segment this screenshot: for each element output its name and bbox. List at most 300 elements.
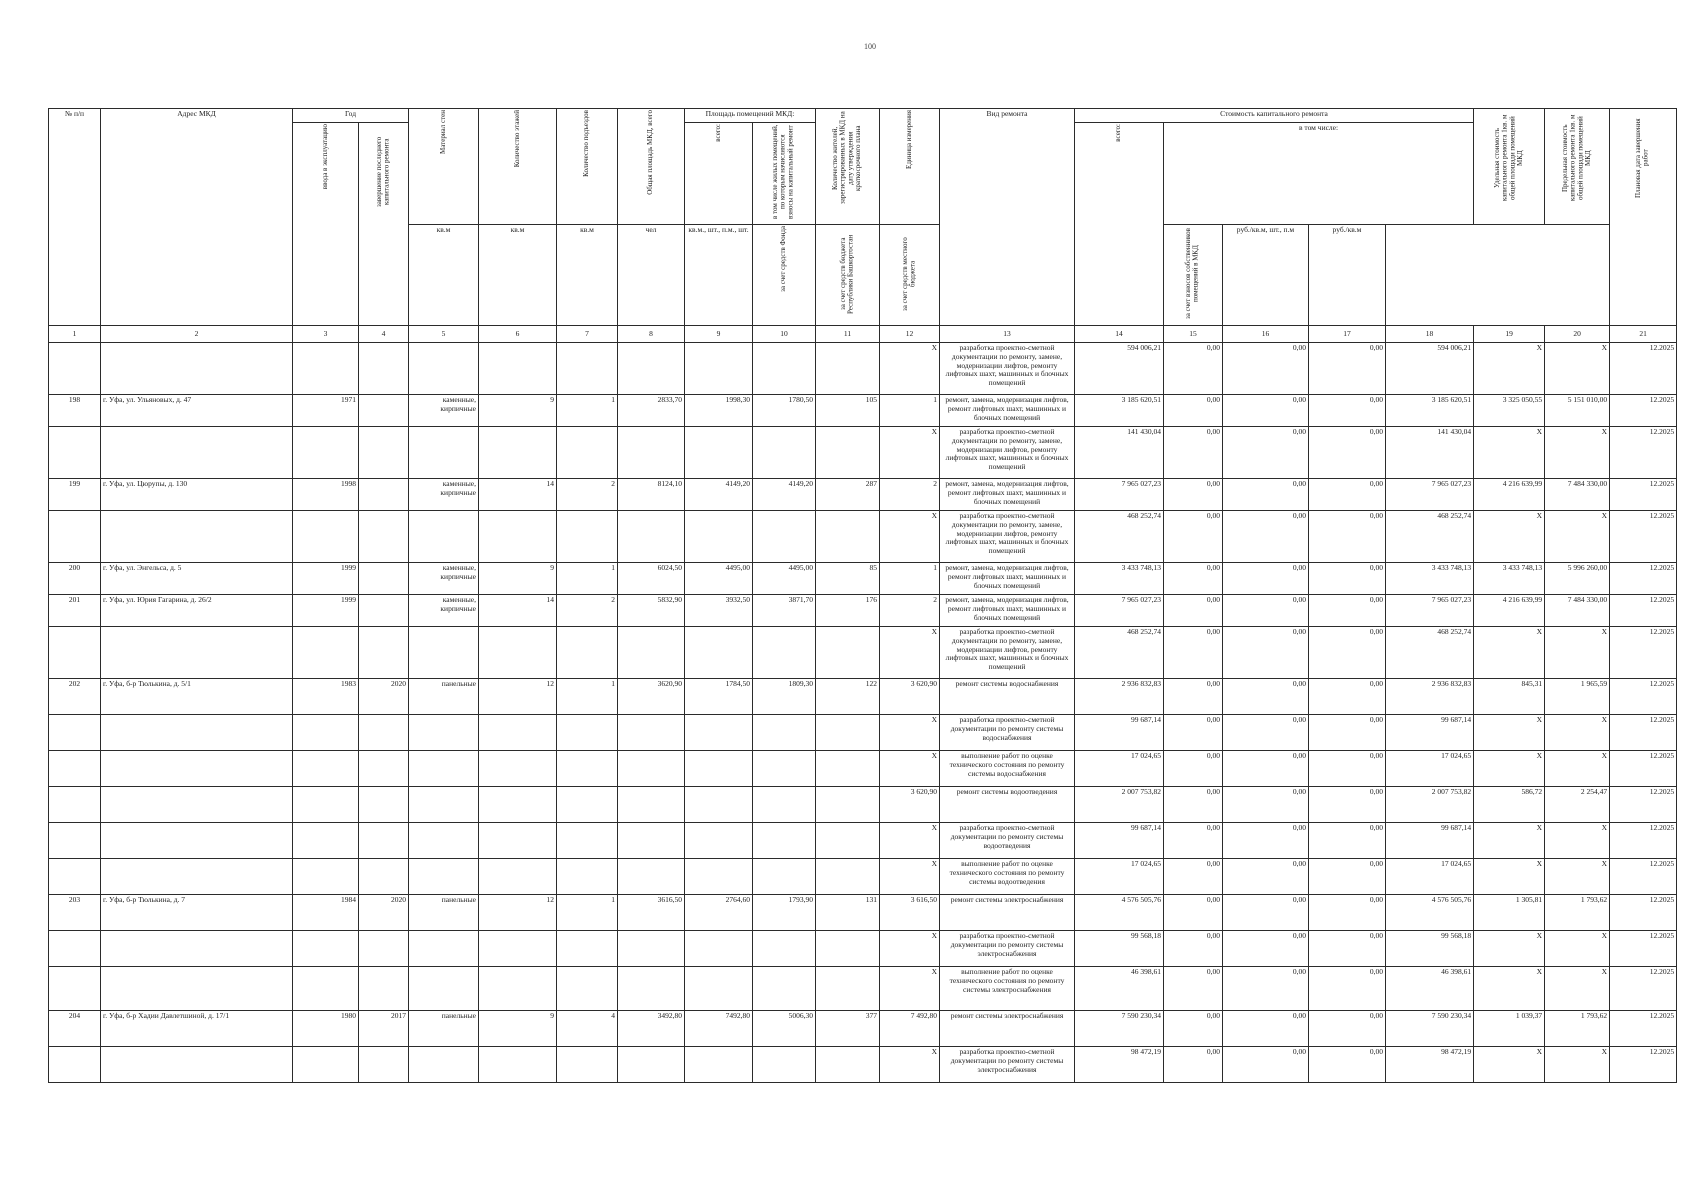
cell-address — [101, 1047, 293, 1083]
cell-max-cost: X — [1545, 931, 1610, 967]
cell-unit-cost: 1 305,81 — [1474, 895, 1545, 931]
cell-commission-year — [293, 511, 359, 563]
cell-address: г. Уфа, б-р Хадии Давлетшиной, д. 17/1 — [101, 1011, 293, 1047]
cell-repair-type: выполнение работ по оценке технического состояния по ремонту системы водоотведения — [940, 859, 1075, 895]
cell-max-cost: X — [1545, 627, 1610, 679]
cell-floors: 12 — [479, 895, 557, 931]
cell-total-area: 6024,50 — [618, 563, 685, 595]
cell-unit-cost: 3 325 050,55 — [1474, 395, 1545, 427]
cell-wall-material: панельные — [409, 1011, 479, 1047]
cell-floors: 14 — [479, 479, 557, 511]
cell-wall-material — [409, 715, 479, 751]
cell-residents — [816, 627, 880, 679]
cell-commission-year — [293, 931, 359, 967]
cell-row-number: 199 — [49, 479, 101, 511]
cell-unit-qty: 3 616,50 — [880, 895, 940, 931]
column-number: 10 — [753, 326, 816, 343]
cell-entrances — [557, 859, 618, 895]
cell-cost-local: 0,00 — [1309, 967, 1386, 1011]
header-residents: Количество жителей, зарегистрированных в МКД на дату утверждения краткосрочного плана — [816, 109, 880, 225]
cell-row-number — [49, 967, 101, 1011]
cell-cost-republic: 0,00 — [1223, 967, 1309, 1011]
cell-residents — [816, 343, 880, 395]
unit-cell: кв.м — [479, 224, 557, 326]
cell-floors — [479, 859, 557, 895]
cell-cost-total: 594 006,21 — [1075, 343, 1164, 395]
cell-area-all: 1784,50 — [685, 679, 753, 715]
cell-unit-cost: X — [1474, 859, 1545, 895]
cell-cost-republic: 0,00 — [1223, 787, 1309, 823]
cell-max-cost: X — [1545, 967, 1610, 1011]
cell-wall-material — [409, 931, 479, 967]
cell-row-number — [49, 751, 101, 787]
cell-unit-cost: 3 433 748,13 — [1474, 563, 1545, 595]
cell-wall-material: панельные — [409, 895, 479, 931]
cell-cost-republic: 0,00 — [1223, 931, 1309, 967]
cell-cost-owners: 99 687,14 — [1386, 715, 1474, 751]
cell-cost-owners: 7 965 027,23 — [1386, 595, 1474, 627]
cell-repair-type: разработка проектно-сметной документации по ремонту, замене, модернизации лифтов, ремонту лифтовых шахт, машинных и блочных помещений — [940, 343, 1075, 395]
cell-unit-qty: 1 — [880, 563, 940, 595]
cell-area-all — [685, 511, 753, 563]
cell-wall-material — [409, 859, 479, 895]
cell-cost-republic: 0,00 — [1223, 563, 1309, 595]
cell-wall-material: панельные — [409, 679, 479, 715]
cell-unit-qty: 2 — [880, 479, 940, 511]
unit-cell: руб./кв.м — [1309, 224, 1386, 326]
cell-address: г. Уфа, б-р Тюлькина, д. 7 — [101, 895, 293, 931]
table-row — [49, 343, 1677, 395]
cell-area-residential — [753, 1047, 816, 1083]
cell-total-area: 3620,90 — [618, 679, 685, 715]
cell-floors — [479, 343, 557, 395]
cell-cost-republic: 0,00 — [1223, 427, 1309, 479]
cell-max-cost: X — [1545, 823, 1610, 859]
cell-cost-fund: 0,00 — [1164, 563, 1223, 595]
cell-residents — [816, 967, 880, 1011]
cell-cost-republic: 0,00 — [1223, 1011, 1309, 1047]
cell-commission-year: 1971 — [293, 395, 359, 427]
cell-cost-total: 17 024,65 — [1075, 859, 1164, 895]
cell-cost-fund: 0,00 — [1164, 511, 1223, 563]
cell-area-all — [685, 967, 753, 1011]
column-number: 2 — [101, 326, 293, 343]
cell-commission-year: 1984 — [293, 895, 359, 931]
cell-last-repair-year — [359, 715, 409, 751]
cell-wall-material: каменные, кирпичные — [409, 479, 479, 511]
cell-planned-date: 12.2025 — [1610, 823, 1677, 859]
cell-total-area — [618, 627, 685, 679]
cell-repair-type: ремонт системы водоотведения — [940, 787, 1075, 823]
unit-cell: кв.м., шт., п.м., шт. — [685, 224, 753, 326]
cell-cost-total: 3 433 748,13 — [1075, 563, 1164, 595]
table-row — [49, 595, 1677, 627]
cell-floors — [479, 967, 557, 1011]
cell-total-area: 3492,80 — [618, 1011, 685, 1047]
cell-row-number — [49, 343, 101, 395]
cell-entrances — [557, 823, 618, 859]
cell-unit-cost: X — [1474, 967, 1545, 1011]
unit-cell: руб./кв.м, шт., п.м — [1223, 224, 1309, 326]
cell-cost-owners: 99 687,14 — [1386, 823, 1474, 859]
cell-cost-local: 0,00 — [1309, 563, 1386, 595]
cell-cost-owners: 99 568,18 — [1386, 931, 1474, 967]
cell-address — [101, 715, 293, 751]
cell-planned-date: 12.2025 — [1610, 859, 1677, 895]
cell-max-cost: 5 996 260,00 — [1545, 563, 1610, 595]
cell-entrances — [557, 715, 618, 751]
cell-last-repair-year — [359, 859, 409, 895]
cell-cost-owners: 468 252,74 — [1386, 511, 1474, 563]
cell-residents: 176 — [816, 595, 880, 627]
cell-cost-local: 0,00 — [1309, 679, 1386, 715]
cell-unit-cost: X — [1474, 427, 1545, 479]
column-number: 8 — [618, 326, 685, 343]
cell-address — [101, 751, 293, 787]
cell-residents — [816, 511, 880, 563]
cell-commission-year — [293, 967, 359, 1011]
table-row — [49, 967, 1677, 1011]
header-repair-type: Вид ремонта — [940, 109, 1075, 326]
cell-cost-republic: 0,00 — [1223, 627, 1309, 679]
cell-address — [101, 967, 293, 1011]
cell-residents — [816, 751, 880, 787]
cell-floors — [479, 931, 557, 967]
cell-repair-type: ремонт, замена, модернизация лифтов, ремонт лифтовых шахт, машинных и блочных помещений — [940, 479, 1075, 511]
cell-max-cost: 1 793,62 — [1545, 1011, 1610, 1047]
table-row — [49, 679, 1677, 715]
cell-last-repair-year — [359, 751, 409, 787]
cell-area-residential — [753, 823, 816, 859]
cell-last-repair-year — [359, 343, 409, 395]
table-row — [49, 395, 1677, 427]
cell-cost-republic: 0,00 — [1223, 595, 1309, 627]
cell-max-cost: 7 484 330,00 — [1545, 479, 1610, 511]
cell-cost-local: 0,00 — [1309, 511, 1386, 563]
cell-cost-owners: 17 024,65 — [1386, 859, 1474, 895]
cell-floors — [479, 427, 557, 479]
cell-area-all — [685, 1047, 753, 1083]
cell-max-cost: 5 151 010,00 — [1545, 395, 1610, 427]
cell-max-cost: 7 484 330,00 — [1545, 595, 1610, 627]
cell-last-repair-year — [359, 967, 409, 1011]
cell-max-cost: X — [1545, 859, 1610, 895]
header-fund: за счет средств Фонда — [753, 224, 816, 326]
cell-total-area: 3616,50 — [618, 895, 685, 931]
capital-repair-table — [48, 108, 1677, 1083]
cell-entrances: 4 — [557, 1011, 618, 1047]
cell-row-number: 198 — [49, 395, 101, 427]
cell-repair-type: ремонт, замена, модернизация лифтов, ремонт лифтовых шахт, машинных и блочных помещений — [940, 563, 1075, 595]
cell-unit-cost: 4 216 639,99 — [1474, 479, 1545, 511]
cell-cost-total: 46 398,61 — [1075, 967, 1164, 1011]
cell-max-cost: X — [1545, 427, 1610, 479]
cell-entrances: 2 — [557, 595, 618, 627]
cell-cost-fund: 0,00 — [1164, 1011, 1223, 1047]
cell-total-area — [618, 823, 685, 859]
cell-repair-type: разработка проектно-сметной документации по ремонту системы водоснабжения — [940, 715, 1075, 751]
cell-planned-date: 12.2025 — [1610, 1011, 1677, 1047]
column-number: 17 — [1309, 326, 1386, 343]
cell-cost-total: 99 687,14 — [1075, 715, 1164, 751]
cell-commission-year — [293, 715, 359, 751]
cell-commission-year: 1980 — [293, 1011, 359, 1047]
cell-entrances — [557, 427, 618, 479]
header-owners: за счет взносов собственников помещений в МКД — [1164, 224, 1223, 326]
header-cost-total: всего: — [1075, 123, 1164, 326]
cell-max-cost: X — [1545, 343, 1610, 395]
table-row — [49, 751, 1677, 787]
cell-unit-qty: X — [880, 751, 940, 787]
cell-cost-republic: 0,00 — [1223, 395, 1309, 427]
cell-max-cost: 2 254,47 — [1545, 787, 1610, 823]
cell-cost-republic: 0,00 — [1223, 1047, 1309, 1083]
cell-cost-owners: 2 936 832,83 — [1386, 679, 1474, 715]
cell-unit-qty: 1 — [880, 395, 940, 427]
header-max-cost: Предельная стоимость капитального ремонта 1кв. м общей площади помещений МКД — [1545, 109, 1610, 225]
cell-area-residential: 3871,70 — [753, 595, 816, 627]
table-row — [49, 1011, 1677, 1047]
cell-planned-date: 12.2025 — [1610, 715, 1677, 751]
cell-total-area — [618, 427, 685, 479]
page-number: 100 — [864, 42, 876, 51]
cell-row-number: 201 — [49, 595, 101, 627]
cell-total-area — [618, 751, 685, 787]
cell-wall-material — [409, 511, 479, 563]
table-row — [49, 1047, 1677, 1083]
cell-cost-fund: 0,00 — [1164, 859, 1223, 895]
cell-floors — [479, 627, 557, 679]
cell-residents: 105 — [816, 395, 880, 427]
cell-last-repair-year — [359, 479, 409, 511]
cell-row-number — [49, 931, 101, 967]
cell-row-number — [49, 511, 101, 563]
cell-row-number — [49, 823, 101, 859]
cell-entrances: 2 — [557, 479, 618, 511]
cell-floors — [479, 823, 557, 859]
cell-planned-date: 12.2025 — [1610, 751, 1677, 787]
cell-cost-owners: 3 433 748,13 — [1386, 563, 1474, 595]
cell-repair-type: разработка проектно-сметной документации по ремонту системы электроснабжения — [940, 1047, 1075, 1083]
cell-planned-date: 12.2025 — [1610, 679, 1677, 715]
cell-cost-republic: 0,00 — [1223, 343, 1309, 395]
cell-residents: 131 — [816, 895, 880, 931]
table-row — [49, 563, 1677, 595]
column-number: 14 — [1075, 326, 1164, 343]
cell-entrances: 1 — [557, 895, 618, 931]
cell-commission-year: 1998 — [293, 479, 359, 511]
cell-wall-material: каменные, кирпичные — [409, 563, 479, 595]
cell-address — [101, 511, 293, 563]
cell-area-all: 3932,50 — [685, 595, 753, 627]
cell-area-all — [685, 343, 753, 395]
header-local-budget: за счет средств местного бюджета — [880, 224, 940, 326]
cell-area-all — [685, 751, 753, 787]
cell-unit-cost: X — [1474, 931, 1545, 967]
cell-commission-year: 1999 — [293, 595, 359, 627]
cell-cost-total: 2 007 753,82 — [1075, 787, 1164, 823]
header-unit-cost: Удельная стоимость капитального ремонта 1кв. м общей площади помещений МКД — [1474, 109, 1545, 225]
cell-repair-type: разработка проектно-сметной документации по ремонту, замене, модернизации лифтов, ремонту лифтовых шахт, машинных и блочных помещений — [940, 511, 1075, 563]
cell-cost-owners: 468 252,74 — [1386, 627, 1474, 679]
cell-address — [101, 823, 293, 859]
cell-address: г. Уфа, ул. Юрия Гагарина, д. 26/2 — [101, 595, 293, 627]
column-number: 3 — [293, 326, 359, 343]
cell-unit-cost: X — [1474, 751, 1545, 787]
cell-address — [101, 427, 293, 479]
header-floors: Количество этажей — [479, 109, 557, 225]
header-wall-material: Материал стен — [409, 109, 479, 225]
cell-planned-date: 12.2025 — [1610, 479, 1677, 511]
cell-cost-fund: 0,00 — [1164, 343, 1223, 395]
cell-unit-cost: 4 216 639,99 — [1474, 595, 1545, 627]
header-unit: Единица измерения — [880, 109, 940, 225]
cell-repair-type: ремонт, замена, модернизация лифтов, ремонт лифтовых шахт, машинных и блочных помещений — [940, 595, 1075, 627]
cell-last-repair-year: 2020 — [359, 679, 409, 715]
table-row — [49, 511, 1677, 563]
cell-residents — [816, 427, 880, 479]
table-row — [49, 787, 1677, 823]
cell-max-cost: X — [1545, 511, 1610, 563]
cell-cost-owners: 46 398,61 — [1386, 967, 1474, 1011]
cell-area-residential: 4495,00 — [753, 563, 816, 595]
cell-address — [101, 859, 293, 895]
cell-area-residential — [753, 931, 816, 967]
cell-cost-local: 0,00 — [1309, 1047, 1386, 1083]
cell-area-residential — [753, 967, 816, 1011]
cell-unit-qty: X — [880, 427, 940, 479]
cell-cost-total: 141 430,04 — [1075, 427, 1164, 479]
column-number: 18 — [1386, 326, 1474, 343]
cell-row-number — [49, 427, 101, 479]
cell-cost-republic: 0,00 — [1223, 479, 1309, 511]
cell-unit-qty: 3 620,90 — [880, 787, 940, 823]
cell-area-all: 7492,80 — [685, 1011, 753, 1047]
cell-planned-date: 12.2025 — [1610, 511, 1677, 563]
unit-cell: кв.м — [409, 224, 479, 326]
cell-wall-material — [409, 967, 479, 1011]
cell-area-all: 2764,60 — [685, 895, 753, 931]
cell-area-all — [685, 859, 753, 895]
cell-area-all — [685, 427, 753, 479]
cell-planned-date: 12.2025 — [1610, 931, 1677, 967]
cell-cost-owners: 141 430,04 — [1386, 427, 1474, 479]
cell-wall-material — [409, 427, 479, 479]
cell-floors — [479, 787, 557, 823]
cell-address: г. Уфа, ул. Ульяновых, д. 47 — [101, 395, 293, 427]
cell-residents: 287 — [816, 479, 880, 511]
header-address: Адрес МКД — [101, 109, 293, 326]
cell-residents — [816, 715, 880, 751]
column-number: 4 — [359, 326, 409, 343]
cell-cost-fund: 0,00 — [1164, 627, 1223, 679]
cell-floors: 9 — [479, 1011, 557, 1047]
cell-cost-local: 0,00 — [1309, 1011, 1386, 1047]
cell-planned-date: 12.2025 — [1610, 427, 1677, 479]
cell-unit-qty: X — [880, 1047, 940, 1083]
cell-cost-local: 0,00 — [1309, 895, 1386, 931]
cell-entrances — [557, 343, 618, 395]
table-row — [49, 427, 1677, 479]
cell-planned-date: 12.2025 — [1610, 1047, 1677, 1083]
header-cost-group: Стоимость капитального ремонта — [1075, 109, 1474, 123]
cell-row-number — [49, 1047, 101, 1083]
header-republic-budget: за счет средств бюджета Республики Башкортостан — [816, 224, 880, 326]
cell-entrances — [557, 931, 618, 967]
cell-residents — [816, 787, 880, 823]
cell-planned-date: 12.2025 — [1610, 395, 1677, 427]
cell-cost-owners: 98 472,19 — [1386, 1047, 1474, 1083]
cell-wall-material: каменные, кирпичные — [409, 395, 479, 427]
cell-area-all — [685, 787, 753, 823]
table-row — [49, 931, 1677, 967]
cell-entrances — [557, 1047, 618, 1083]
cell-cost-local: 0,00 — [1309, 787, 1386, 823]
cell-max-cost: 1 965,59 — [1545, 679, 1610, 715]
cell-unit-qty: X — [880, 627, 940, 679]
cell-floors: 9 — [479, 395, 557, 427]
cell-commission-year — [293, 427, 359, 479]
cell-planned-date: 12.2025 — [1610, 787, 1677, 823]
table-row — [49, 895, 1677, 931]
cell-cost-local: 0,00 — [1309, 395, 1386, 427]
cell-cost-republic: 0,00 — [1223, 679, 1309, 715]
cell-floors — [479, 751, 557, 787]
cell-last-repair-year — [359, 787, 409, 823]
header-number: № п/п — [49, 109, 101, 326]
cell-area-residential — [753, 715, 816, 751]
cell-area-all — [685, 823, 753, 859]
cell-unit-cost: X — [1474, 511, 1545, 563]
table-row — [49, 823, 1677, 859]
cell-total-area — [618, 511, 685, 563]
cell-repair-type: ремонт системы электроснабжения — [940, 1011, 1075, 1047]
cell-floors: 9 — [479, 563, 557, 595]
cell-area-residential: 1809,30 — [753, 679, 816, 715]
cell-last-repair-year — [359, 1047, 409, 1083]
cell-cost-total: 468 252,74 — [1075, 511, 1164, 563]
cell-cost-total: 2 936 832,83 — [1075, 679, 1164, 715]
cell-cost-local: 0,00 — [1309, 751, 1386, 787]
cell-cost-total: 3 185 620,51 — [1075, 395, 1164, 427]
cell-cost-total: 99 687,14 — [1075, 823, 1164, 859]
cell-max-cost: X — [1545, 715, 1610, 751]
column-number: 12 — [880, 326, 940, 343]
cell-cost-fund: 0,00 — [1164, 787, 1223, 823]
cell-planned-date: 12.2025 — [1610, 563, 1677, 595]
column-number: 7 — [557, 326, 618, 343]
cell-commission-year — [293, 859, 359, 895]
cell-residents: 377 — [816, 1011, 880, 1047]
cell-cost-owners: 3 185 620,51 — [1386, 395, 1474, 427]
cell-address — [101, 343, 293, 395]
cell-wall-material — [409, 751, 479, 787]
cell-total-area — [618, 967, 685, 1011]
cell-area-residential: 1780,50 — [753, 395, 816, 427]
cell-wall-material — [409, 343, 479, 395]
cell-address: г. Уфа, ул. Энгельса, д. 5 — [101, 563, 293, 595]
cell-planned-date: 12.2025 — [1610, 595, 1677, 627]
cell-area-all — [685, 627, 753, 679]
cell-wall-material: каменные, кирпичные — [409, 595, 479, 627]
header-planned-date: Плановая дата завершения работ — [1610, 109, 1677, 326]
cell-cost-local: 0,00 — [1309, 715, 1386, 751]
cell-area-residential — [753, 427, 816, 479]
cell-cost-total: 7 965 027,23 — [1075, 479, 1164, 511]
column-number-row — [49, 326, 1677, 343]
cell-row-number: 203 — [49, 895, 101, 931]
cell-total-area — [618, 859, 685, 895]
